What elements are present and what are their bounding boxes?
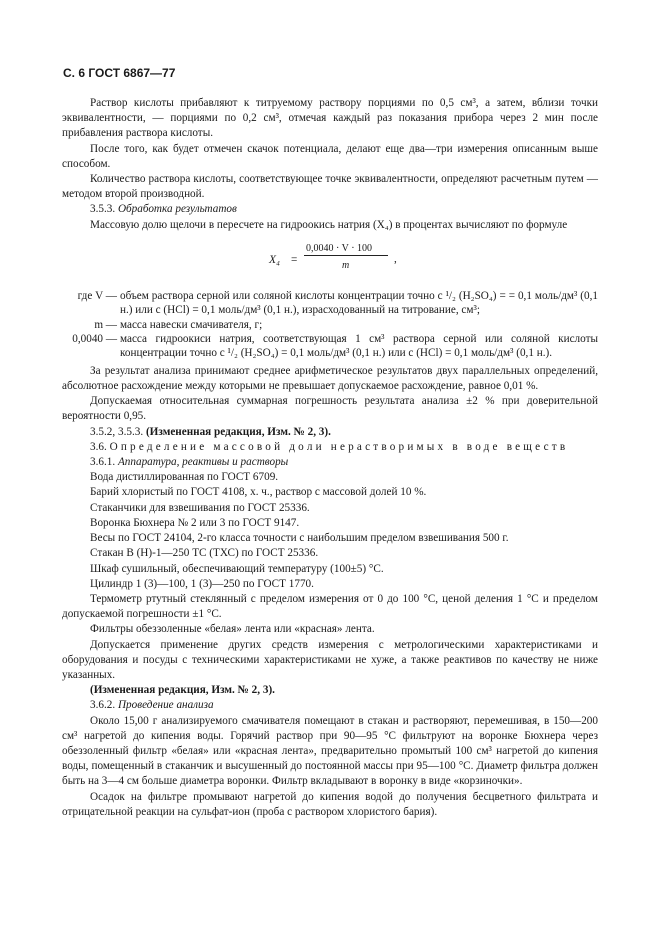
list-item: Воронка Бюхнера № 2 или 3 по ГОСТ 9147. bbox=[90, 516, 300, 529]
list-item: Цилиндр 1 (3)—100, 1 (3)—250 по ГОСТ 1770. bbox=[90, 577, 314, 590]
paragraph: Осадок на фильтре промывают нагретой до кипения водой до получения бесцветного фильтрата и отрицательной реакции на сульфат-ион (проба с раствором хлористого бария). bbox=[62, 790, 598, 818]
section-title: Обработка результатов bbox=[117, 203, 237, 216]
section-number: 3.6.1. bbox=[90, 456, 116, 469]
paragraph: За результат анализа принимают среднее арифметическое результатов двух параллельных определений, абсолютное расхождение между которыми не превышает допускаемое расхождение, равное 0,01 %. bbox=[62, 364, 598, 393]
section-heading bbox=[62, 440, 598, 455]
paragraph: Допускаемая относительная суммарная погрешность результата анализа ±2 % при доверительной вероятности 0,95. bbox=[62, 395, 598, 423]
list-item: Стакан В (Н)-1—250 ТС (ТХС) по ГОСТ 25336. bbox=[90, 547, 319, 560]
formula-denominator: m bbox=[342, 259, 350, 271]
formula-lhs: X₄ bbox=[269, 253, 281, 266]
definition-row bbox=[62, 332, 598, 361]
fraction-bar bbox=[304, 255, 388, 256]
paragraph: Около 15,00 г анализируемого смачивателя помещают в стакан и растворяют, перемешивая, в 150—200 см³ нагретой до кипения воды. Горячий раствор при 90—95 °С фильтруют на воронке Бюхнера через обеззоленный фильтр «белая» или «красная лента», предварительно промытый 100 см³ нагретой до кипения воды, помещенный в стаканчик и высушенный до постоянной массы при 95—100 °С. Диаметр фильтра должен быть на 3—4 см больше диаметра воронки. Фильтр вкладывают в воронку в виде «корзиночки». bbox=[62, 714, 598, 788]
section-number: 3.5.3. bbox=[90, 203, 116, 216]
paragraph: Допускается применение других средств измерения с метрологическими характеристиками и оборудования и посуды с техническими характеристиками не хуже, а также реактивов по качеству не ниже указанных. bbox=[62, 638, 598, 681]
variable-definitions bbox=[62, 289, 598, 361]
paragraph: Фильтры обеззоленные «белая» лента или «красная» лента. bbox=[90, 623, 375, 636]
document-body bbox=[62, 96, 598, 820]
list-item: Стаканчики для взвешивания по ГОСТ 25336. bbox=[90, 501, 310, 514]
section-heading bbox=[62, 202, 598, 217]
list-item: Барий хлористый по ГОСТ 4108, х. ч., раствор с массовой долей 10 %. bbox=[90, 486, 427, 499]
list-item: Шкаф сушильный, обеспечивающий температуру (100±5) °С. bbox=[90, 562, 384, 575]
section-title: Определение массовой доли нерастворимых в воде веществ bbox=[109, 440, 569, 453]
section-heading bbox=[62, 455, 598, 470]
amendment-note bbox=[62, 425, 598, 440]
definition-key: 0,0040 — bbox=[72, 333, 117, 346]
definition-text: объем раствора серной или соляной кислоты концентрации точно c ¹/₂ (H₂SO₄) = = 0,1 моль/дм³ (0,1 н.) или c (HCl) = 0,1 моль/дм³ (0,1 н.), израсходованный на титрование, см³; bbox=[120, 289, 598, 317]
paragraph: Раствор кислоты прибавляют к титруемому раствору порциями по 0,5 см³, а затем, вблизи точки эквивалентности, — порциями по 0,2 см³, отмечая каждый раз показания прибора через 2 мин после прибавления раствора кислоты. bbox=[62, 97, 598, 140]
definition-text: масса гидроокиси натрия, соответствующая 1 см³ раствора серной или соляной кислоты концентрации точно c ¹/₂ (H₂SO₄) = 0,1 моль/дм³ (0,1 н.) или c (HCl) = 0,1 моль/дм³ (0,1 н.). bbox=[120, 333, 598, 360]
section-heading bbox=[62, 698, 598, 713]
definition-row bbox=[62, 318, 598, 332]
list-item: Вода дистиллированная по ГОСТ 6709. bbox=[90, 471, 279, 484]
section-number: 3.6.2. bbox=[90, 699, 116, 712]
definition-row bbox=[62, 289, 598, 318]
section-title: Аппаратура, реактивы и растворы bbox=[117, 456, 289, 469]
amendment-note: (Измененная редакция, Изм. № 2, 3). bbox=[90, 684, 275, 697]
formula-numerator: 0,0040 · V · 100 bbox=[306, 242, 373, 254]
definition-key: m — bbox=[94, 318, 117, 331]
page-header: С. 6 ГОСТ 6867—77 bbox=[63, 66, 176, 80]
paragraph: Термометр ртутный стеклянный с пределом измерения от 0 до 100 °С, ценой деления 1 °С и пределом допускаемой погрешности ±1 °С. bbox=[62, 592, 598, 621]
section-number: 3.5.2, 3.5.3. bbox=[90, 425, 144, 438]
formula bbox=[62, 239, 598, 285]
paragraph: Массовую долю щелочи в пересчете на гидроокись натрия (X₄) в процентах вычисляют по формуле bbox=[90, 218, 568, 231]
section-number: 3.6. bbox=[90, 440, 107, 453]
definition-text: масса навески смачивателя, г; bbox=[120, 318, 263, 331]
formula-equals: = bbox=[291, 253, 298, 266]
section-title: Проведение анализа bbox=[117, 699, 214, 712]
formula-comma: , bbox=[394, 252, 397, 265]
paragraph: После того, как будет отмечен скачок потенциала, делают еще два—три измерения описанным выше способом. bbox=[62, 142, 598, 170]
amendment-text: (Измененная редакция, Изм. № 2, 3). bbox=[145, 425, 331, 438]
paragraph: Количество раствора кислоты, соответствующее точке эквивалентности, определяют расчетным путем — методом второй производной. bbox=[62, 173, 598, 201]
definition-key: где V — bbox=[77, 289, 117, 302]
list-item: Весы по ГОСТ 24104, 2-го класса точности с наибольшим пределом взвешивания 500 г. bbox=[90, 532, 509, 545]
